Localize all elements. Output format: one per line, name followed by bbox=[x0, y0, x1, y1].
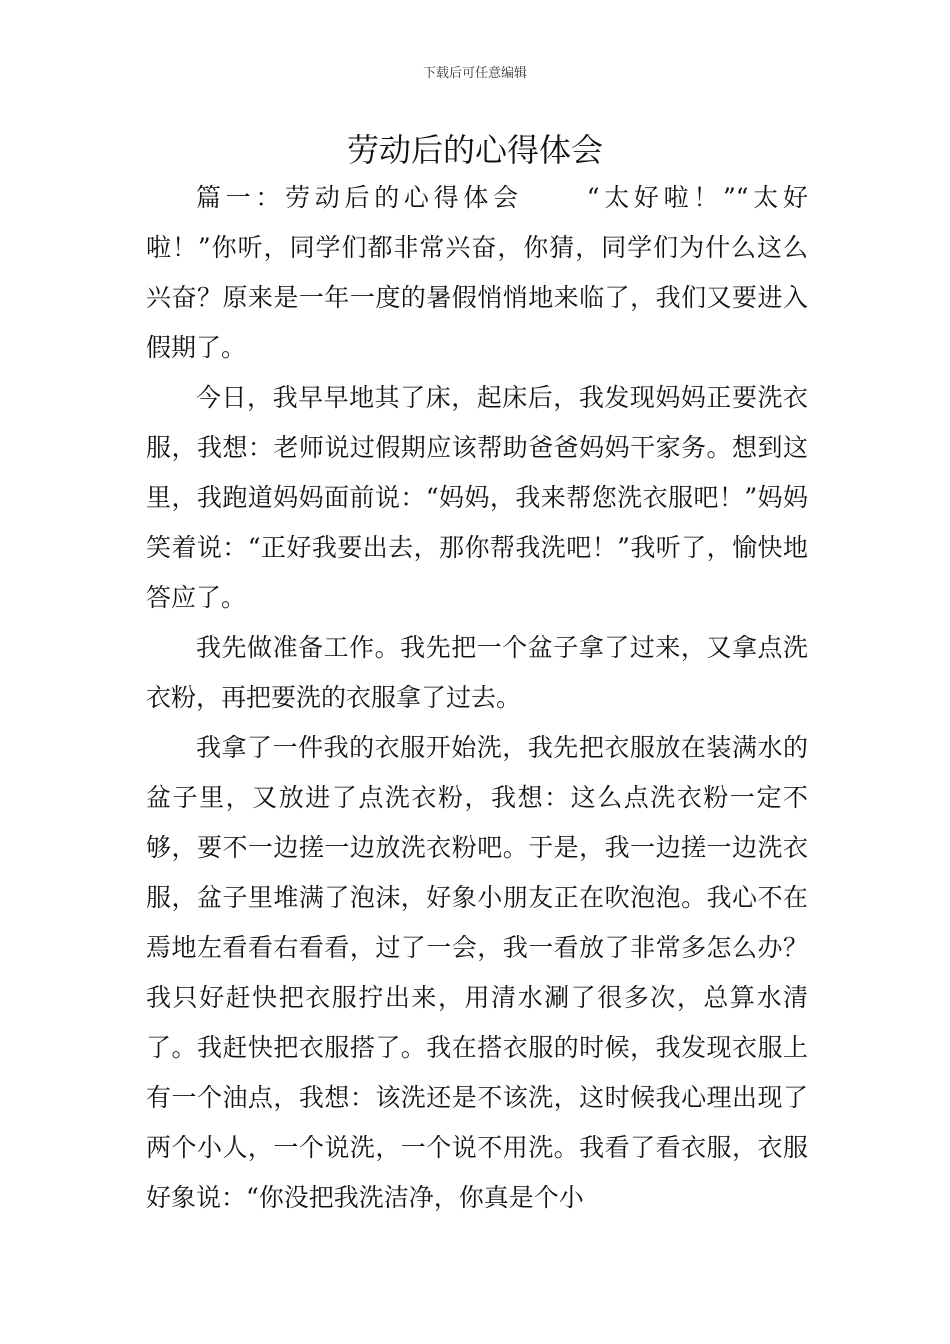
paragraph-2: 今日，我早早地其了床，起床后，我发现妈妈正要洗衣服，我想：老师说过假期应该帮助爸爸妈妈干家务。想到这里，我跑道妈妈面前说：“妈妈，我来帮您洗衣服吧！”妈妈笑着说：“正好我要出去，那你帮我洗吧！”我听了，愉快地答应了。 bbox=[146, 383, 808, 612]
document-body bbox=[146, 173, 808, 1223]
paragraph-3: 我先做准备工作。我先把一个盆子拿了过来，又拿点洗衣粉，再把要洗的衣服拿了过去。 bbox=[146, 633, 808, 712]
section-heading: 篇一：劳动后的心得体会 bbox=[196, 183, 523, 212]
paragraph-1 bbox=[146, 173, 808, 373]
document-title: 劳动后的心得体会 bbox=[346, 131, 603, 169]
paragraph-1-text: “太好啦！”“太好啦！”你听，同学们都非常兴奋，你猜，同学们为什么这么兴奋？原来是一年一度的暑假悄悄地来临了，我们又要进入假期了。 bbox=[146, 183, 808, 362]
paragraph-4: 我拿了一件我的衣服开始洗，我先把衣服放在装满水的盆子里，又放进了点洗衣粉，我想：这么点洗衣粉一定不够，要不一边搓一边放洗衣粉吧。于是，我一边搓一边洗衣服，盆子里堆满了泡沫，好象小朋友正在吹泡泡。我心不在焉地左看看右看看，过了一会，我一看放了非常多怎么办？我只好赶快把衣服拧出来，用清水涮了很多次，总算水清了。我赶快把衣服搭了。我在搭衣服的时候，我发现衣服上有一个油点，我想：该洗还是不该洗，这时候我心理出现了两个小人，一个说洗，一个说不用洗。我看了看衣服，衣服好象说：“你没把我洗洁净，你真是个小 bbox=[146, 733, 808, 1212]
page-header-note: 下载后可任意编辑 bbox=[422, 66, 527, 81]
